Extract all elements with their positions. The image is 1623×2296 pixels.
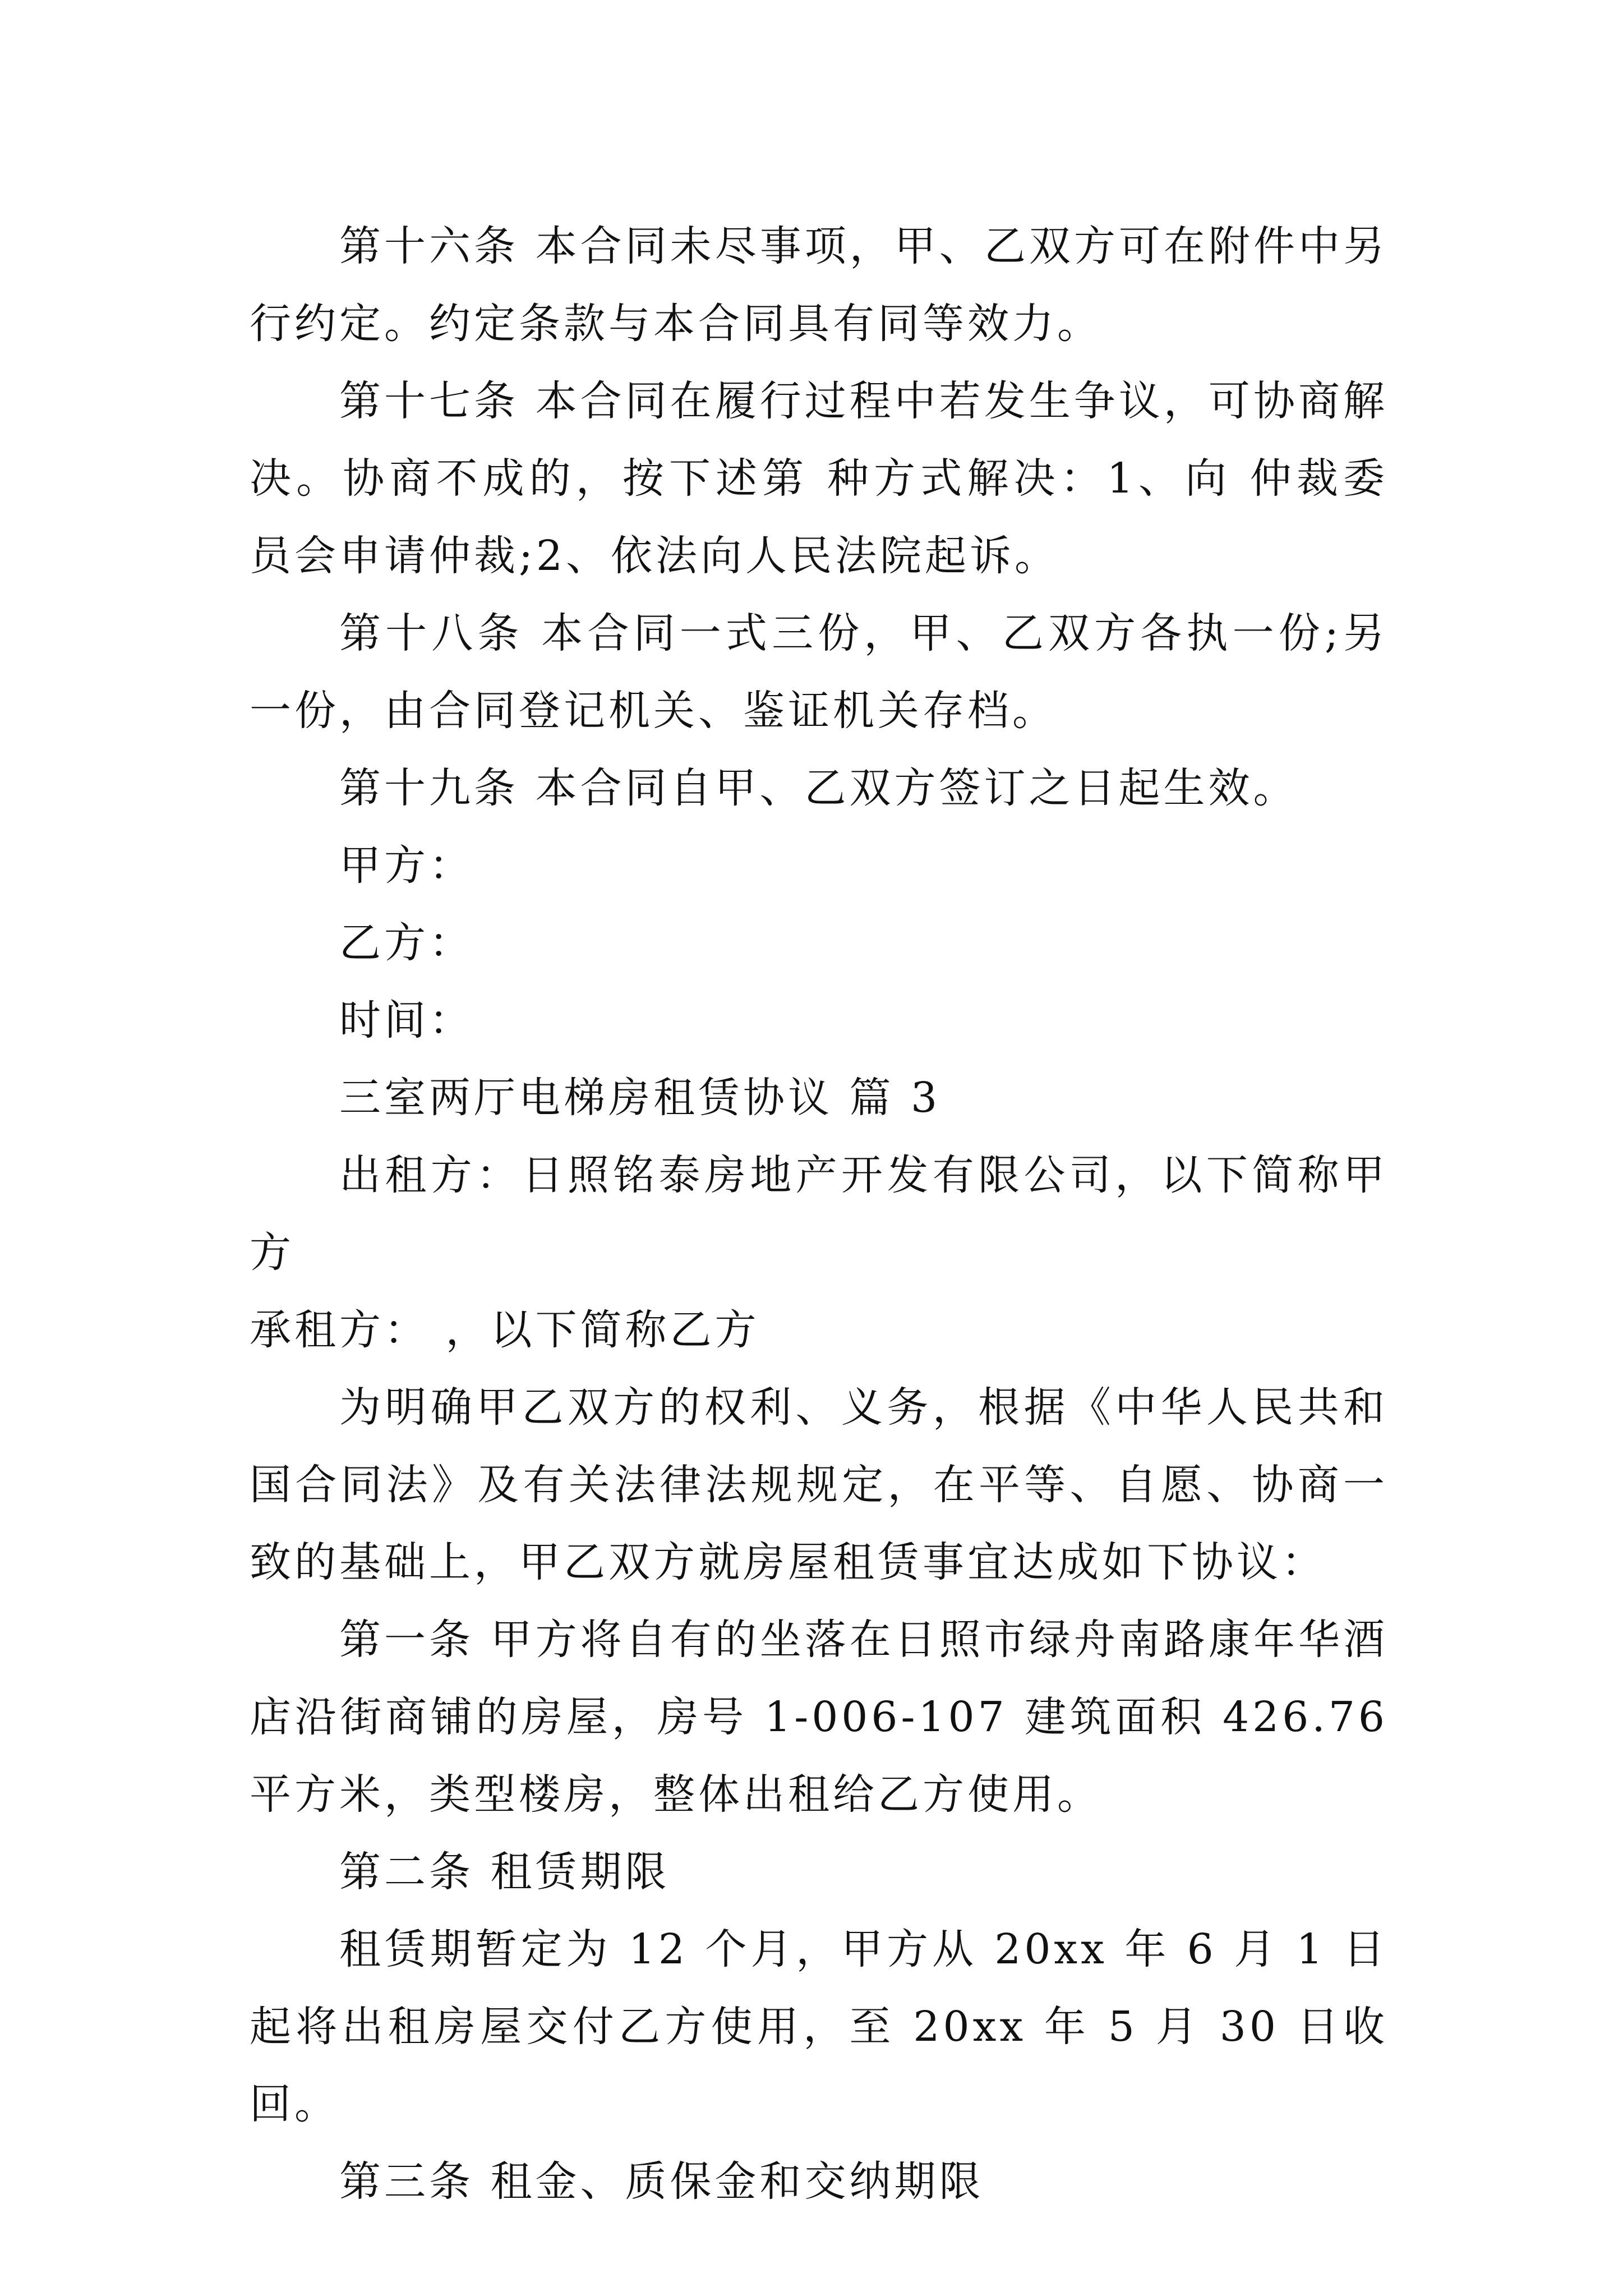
clause-17: 第十七条 本合同在履行过程中若发生争议，可协商解决。协商不成的，按下述第 种方式解决：1、向 仲裁委员会申请仲裁;2、依法向人民法院起诉。	[250, 377, 1388, 580]
party-b-signature-line: 乙方：	[339, 919, 474, 967]
article-1: 第一条 甲方将自有的坐落在日照市绿舟南路康年华酒店沿街商铺的房屋，房号 1-006-107 建筑面积 426.76 平方米，类型楼房，整体出租给乙方使用。	[250, 1616, 1388, 1819]
document-body	[250, 208, 1388, 2220]
lessee-line: 承租方： ，以下简称乙方	[250, 1306, 760, 1354]
article-3-heading: 第三条 租金、质保金和交纳期限	[339, 2157, 984, 2206]
lessor-line: 出租方：日照铭泰房地产开发有限公司，以下简称甲方	[250, 1151, 1388, 1277]
article-2-body: 租赁期暂定为 12 个月，甲方从 20xx 年 6 月 1 日起将出租房屋交付乙方使用，至 20xx 年 5 月 30 日收回。	[250, 1925, 1388, 2128]
date-line: 时间：	[339, 996, 474, 1045]
preamble: 为明确甲乙双方的权利、义务，根据《中华人民共和国合同法》及有关法律法规规定，在平等、自愿、协商一致的基础上，甲乙双方就房屋租赁事宜达成如下协议：	[250, 1383, 1388, 1586]
party-a-signature-line: 甲方：	[339, 841, 474, 890]
section-title: 三室两厅电梯房租赁协议 篇 3	[339, 1074, 941, 1122]
clause-18: 第十八条 本合同一式三份，甲、乙双方各执一份;另一份，由合同登记机关、鉴证机关存档。	[250, 609, 1388, 735]
article-2-heading: 第二条 租赁期限	[339, 1848, 670, 1896]
clause-16: 第十六条 本合同未尽事项，甲、乙双方可在附件中另行约定。约定条款与本合同具有同等效力。	[250, 222, 1388, 348]
clause-19: 第十九条 本合同自甲、乙双方签订之日起生效。	[339, 764, 1298, 812]
